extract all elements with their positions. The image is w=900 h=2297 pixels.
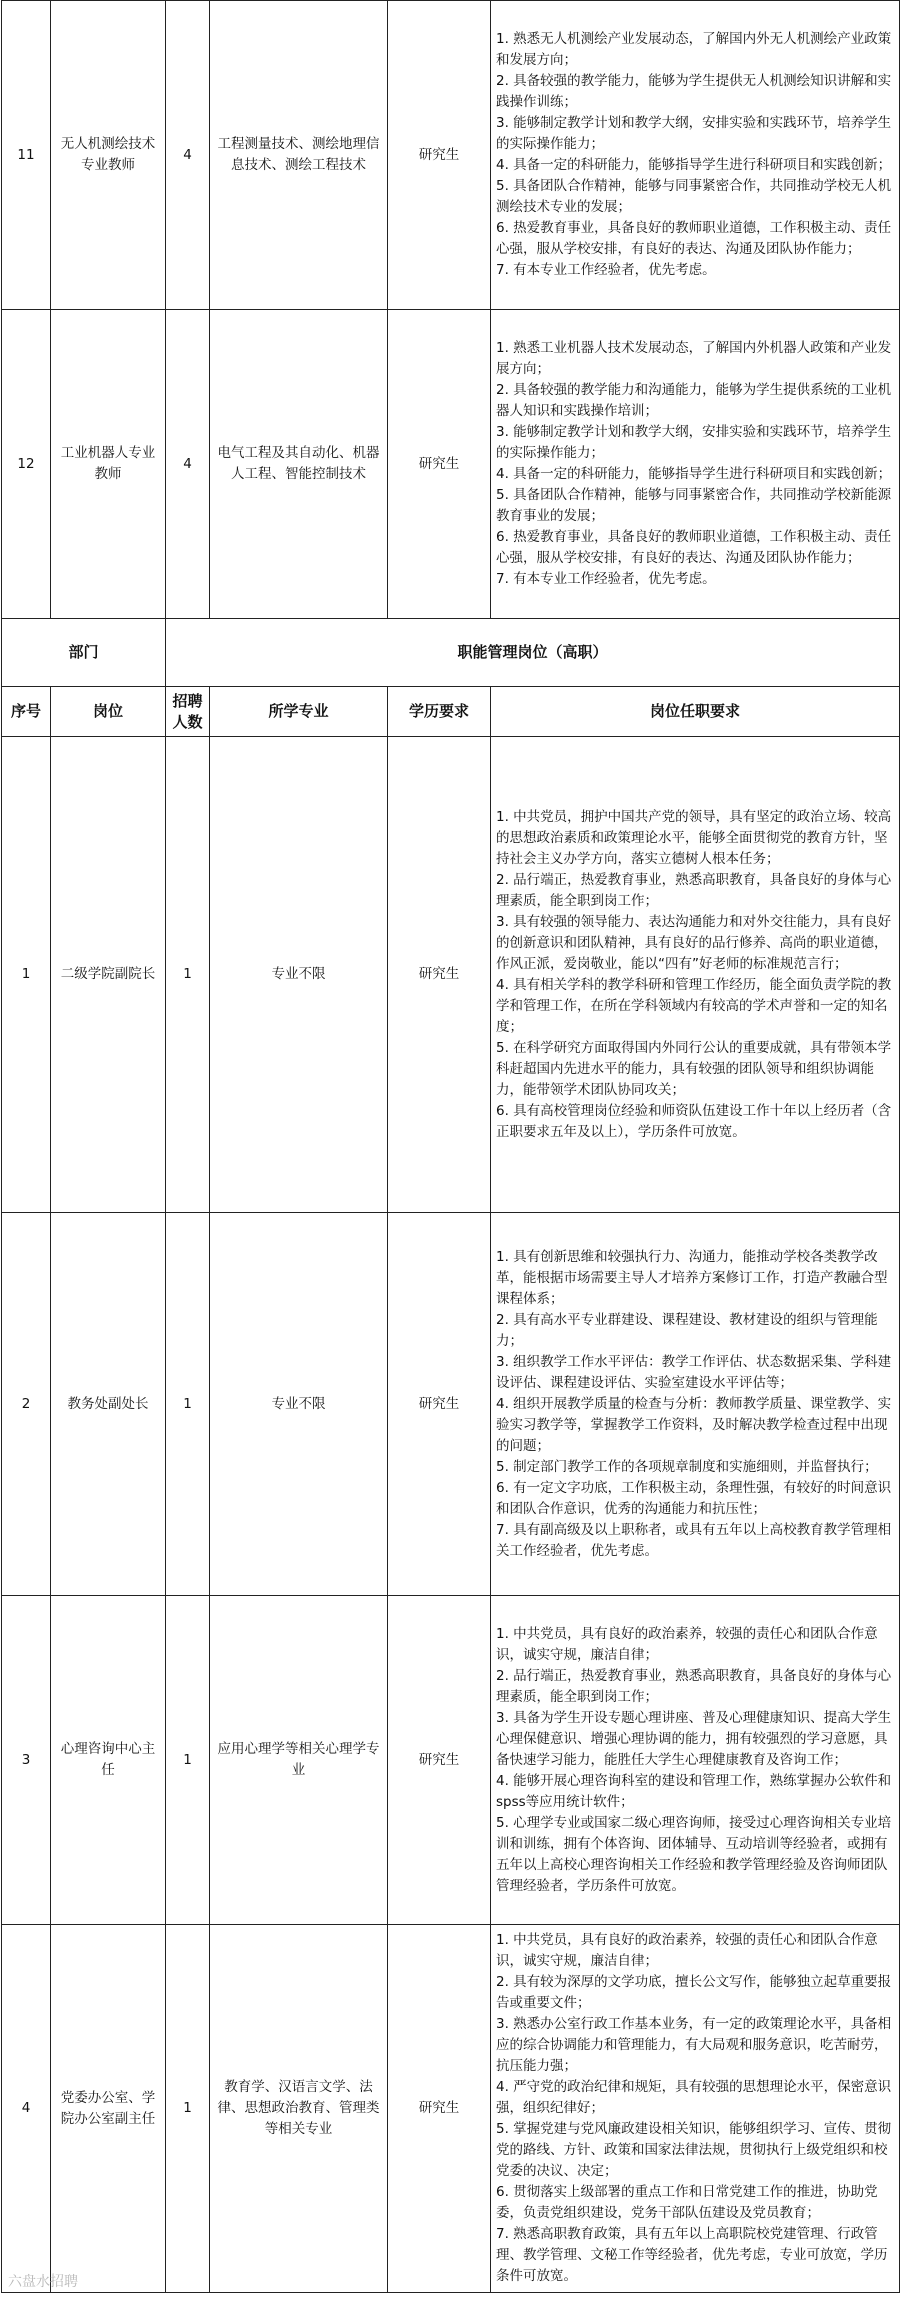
table-row <box>2 1596 900 1925</box>
row-number: 3 <box>2 1596 51 1925</box>
recruit-count: 4 <box>166 310 210 619</box>
major: 应用心理学等相关心理学专业 <box>210 1596 388 1925</box>
column-header-row <box>2 687 900 737</box>
recruit-count: 4 <box>166 1 210 310</box>
requirement-item: 2. 具有高水平专业群建设、课程建设、教材建设的组织与管理能力； <box>496 1311 878 1349</box>
requirement-item: 1. 熟悉工业机器人技术发展动态，了解国内外机器人政策和产业发展方向； <box>496 340 892 377</box>
requirement-item: 3. 具有较强的领导能力、表达沟通能力和对外交往能力，具有良好的创新意识和团队精神，具有良好的品行修养、高尚的职业道德，作风正派，爱岗敬业，能以“四有”好老师的标准规范言行； <box>496 913 892 972</box>
requirement-item: 3. 熟悉办公室行政工作基本业务，有一定的政策理论水平，具备相应的综合协调能力和管理能力，有大局观和服务意识，吃苦耐劳，抗压能力强； <box>496 2016 892 2074</box>
header-post: 岗位 <box>51 687 166 737</box>
requirement-item: 4. 严守党的政治纪律和规矩，具有较强的思想理论水平，保密意识强，组织纪律好； <box>496 2079 892 2116</box>
requirement-item: 1. 熟悉无人机测绘产业发展动态，了解国内外无人机测绘产业政策和发展方向； <box>496 31 892 68</box>
requirement-item: 1. 中共党员，拥护中国共产党的领导，具有坚定的政治立场、较高的思想政治素质和政策理论水平，能够全面贯彻党的教育方针，坚持社会主义办学方向，落实立德树人根本任务； <box>496 808 892 867</box>
major: 专业不限 <box>210 737 388 1213</box>
table-row <box>2 1213 900 1596</box>
dept-label: 部门 <box>2 619 166 687</box>
requirement-item: 5. 具备团队合作精神，能够与同事紧密合作，共同推动学校无人机测绘技术专业的发展； <box>496 178 892 215</box>
post-name: 二级学院副院长 <box>51 737 166 1213</box>
requirements <box>491 1 900 310</box>
row-number: 12 <box>2 310 51 619</box>
recruit-count: 1 <box>166 737 210 1213</box>
row-number: 4 <box>2 1925 51 2293</box>
row-number: 1 <box>2 737 51 1213</box>
requirement-item: 4. 具备一定的科研能力，能够指导学生进行科研项目和实践创新； <box>496 466 892 482</box>
section-header-row <box>2 619 900 687</box>
row-number: 2 <box>2 1213 51 1596</box>
table-row <box>2 737 900 1213</box>
header-no: 序号 <box>2 687 51 737</box>
requirement-item: 6. 热爱教育事业，具备良好的教师职业道德，工作积极主动、责任心强，服从学校安排，有良好的表达、沟通及团队协作能力； <box>496 220 892 257</box>
requirement-item: 2. 品行端正，热爱教育事业，熟悉高职教育，具备良好的身体与心理素质，能全职到岗工作； <box>496 1667 892 1705</box>
requirement-item: 2. 具有较为深厚的文学功底，擅长公文写作，能够独立起草重要报告或重要文件； <box>496 1974 892 2011</box>
requirement-item: 5. 具备团队合作精神，能够与同事紧密合作，共同推动学校新能源教育事业的发展； <box>496 487 892 524</box>
major: 专业不限 <box>210 1213 388 1596</box>
requirement-item: 7. 有本专业工作经验者，优先考虑。 <box>496 571 716 587</box>
requirement-item: 2. 具备较强的教学能力，能够为学生提供无人机测绘知识讲解和实践操作训练； <box>496 73 892 110</box>
recruit-count: 1 <box>166 1925 210 2293</box>
requirements <box>491 1596 900 1925</box>
requirement-item: 2. 品行端正，热爱教育事业，熟悉高职教育，具备良好的身体与心理素质，能全职到岗工作； <box>496 871 892 909</box>
requirement-item: 5. 心理学专业或国家二级心理咨询师，接受过心理咨询相关专业培训和训练，拥有个体咨询、团体辅导、互动培训等经验者，或拥有五年以上高校心理咨询相关工作经验和教学管理经验及咨询师团队管理经验者，学历条件可放宽。 <box>496 1814 892 1894</box>
recruitment-table <box>1 0 900 2293</box>
education: 研究生 <box>388 310 491 619</box>
requirement-item: 4. 组织开展教学质量的检查与分析：教师教学质量、课堂教学、实验实习教学等，掌握教学工作资料，及时解决教学检查过程中出现的问题； <box>496 1395 892 1454</box>
post-name: 工业机器人专业教师 <box>51 310 166 619</box>
requirements <box>491 310 900 619</box>
requirement-item: 7. 熟悉高职教育政策，具有五年以上高职院校党建管理、行政管理、教学管理、文秘工作等经验者，优先考虑，专业可放宽，学历条件可放宽。 <box>496 2226 888 2284</box>
header-edu: 学历要求 <box>388 687 491 737</box>
requirement-item: 3. 组织教学工作水平评估：教学工作评估、状态数据采集、学科建设评估、课程建设评估、实验室建设水平评估等； <box>496 1353 892 1391</box>
requirement-item: 5. 掌握党建与党风廉政建设相关知识，能够组织学习、宣传、贯彻党的路线、方针、政策和国家法律法规，贯彻执行上级党组织和校党委的决议、决定； <box>496 2121 892 2179</box>
education: 研究生 <box>388 1213 491 1596</box>
requirement-item: 5. 在科学研究方面取得国内外同行公认的重要成就，具有带领本学科赶超国内先进水平的能力，具有较强的团队领导和组织协调能力，能带领学术团队协同攻关； <box>496 1039 892 1098</box>
requirement-item: 7. 有本专业工作经验者，优先考虑。 <box>496 262 716 278</box>
header-major: 所学专业 <box>210 687 388 737</box>
recruit-count: 1 <box>166 1596 210 1925</box>
requirements <box>491 737 900 1213</box>
watermark: 六盘水招聘 <box>8 2274 78 2290</box>
requirement-item: 1. 中共党员，具有良好的政治素养，较强的责任心和团队合作意识，诚实守规，廉洁自律； <box>496 1625 878 1663</box>
major: 电气工程及其自动化、机器人工程、智能控制技术 <box>210 310 388 619</box>
education: 研究生 <box>388 1 491 310</box>
requirement-item: 1. 中共党员，具有良好的政治素养，较强的责任心和团队合作意识，诚实守规，廉洁自律； <box>496 1932 878 1969</box>
education: 研究生 <box>388 1596 491 1925</box>
table-row <box>2 1925 900 2293</box>
requirement-item: 6. 有一定文字功底，工作积极主动，条理性强，有较好的时间意识和团队合作意识，优秀的沟通能力和抗压性； <box>496 1479 892 1517</box>
post-name: 教务处副处长 <box>51 1213 166 1596</box>
requirement-item: 5. 制定部门教学工作的各项规章制度和实施细则，并监督执行； <box>496 1458 878 1475</box>
requirement-item: 2. 具备较强的教学能力和沟通能力，能够为学生提供系统的工业机器人知识和实践操作培训； <box>496 382 892 419</box>
recruit-count: 1 <box>166 1213 210 1596</box>
post-name: 心理咨询中心主任 <box>51 1596 166 1925</box>
row-number: 11 <box>2 1 51 310</box>
table-row <box>2 1 900 310</box>
requirement-item: 6. 贯彻落实上级部署的重点工作和日常党建工作的推进，协助党委，负责党组织建设，党务干部队伍建设及党员教育； <box>496 2184 878 2221</box>
section-title: 职能管理岗位（高职） <box>166 619 900 687</box>
requirement-item: 6. 具有高校管理岗位经验和师资队伍建设工作十年以上经历者（含正职要求五年及以上），学历条件可放宽。 <box>496 1102 892 1140</box>
major: 教育学、汉语言文学、法律、思想政治教育、管理类等相关专业 <box>210 1925 388 2293</box>
header-count: 招聘人数 <box>166 687 210 737</box>
requirement-item: 1. 具有创新思维和较强执行力、沟通力，能推动学校各类教学改革，能根据市场需要主导人才培养方案修订工作，打造产教融合型课程体系； <box>496 1248 888 1307</box>
requirement-item: 3. 具备为学生开设专题心理讲座、普及心理健康知识、提高大学生心理保健意识、增强心理协调的能力，拥有较强烈的学习意愿，具备快速学习能力，能胜任大学生心理健康教育及咨询工作； <box>496 1709 892 1768</box>
major: 工程测量技术、测绘地理信息技术、测绘工程技术 <box>210 1 388 310</box>
post-name: 无人机测绘技术专业教师 <box>51 1 166 310</box>
education: 研究生 <box>388 1925 491 2293</box>
requirement-item: 3. 能够制定教学计划和教学大纲，安排实验和实践环节，培养学生的实际操作能力； <box>496 424 892 461</box>
requirements <box>491 1213 900 1596</box>
requirement-item: 4. 能够开展心理咨询科室的建设和管理工作，熟练掌握办公软件和spss等应用统计软件； <box>496 1772 892 1810</box>
education: 研究生 <box>388 737 491 1213</box>
requirement-item: 4. 具备一定的科研能力，能够指导学生进行科研项目和实践创新； <box>496 157 892 173</box>
requirement-item: 7. 具有副高级及以上职称者，或具有五年以上高校教育教学管理相关工作经验者，优先考虑。 <box>496 1521 892 1559</box>
header-reqs: 岗位任职要求 <box>491 687 900 737</box>
requirements <box>491 1925 900 2293</box>
table-row <box>2 310 900 619</box>
requirement-item: 4. 具有相关学科的教学科研和管理工作经历，能全面负责学院的教学和管理工作，在所在学科领域内有较高的学术声誉和一定的知名度； <box>496 976 892 1035</box>
requirement-item: 6. 热爱教育事业，具备良好的教师职业道德，工作积极主动、责任心强，服从学校安排，有良好的表达、沟通及团队协作能力； <box>496 529 892 566</box>
post-name: 党委办公室、学院办公室副主任 <box>51 1925 166 2293</box>
requirement-item: 3. 能够制定教学计划和教学大纲，安排实验和实践环节，培养学生的实际操作能力； <box>496 115 892 152</box>
